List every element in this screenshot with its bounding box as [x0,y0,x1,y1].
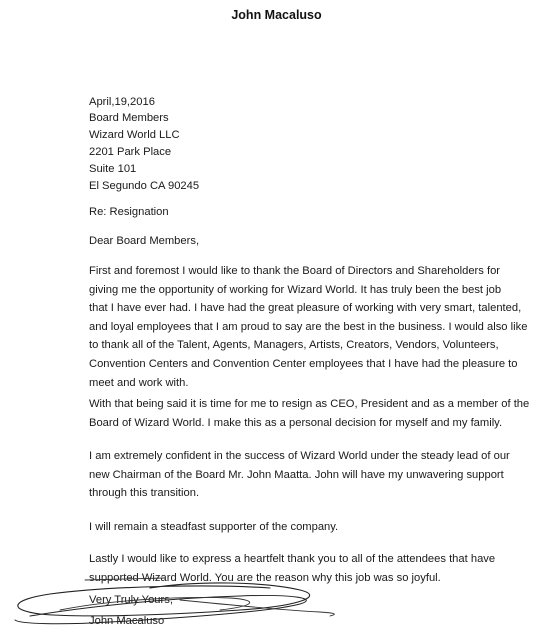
paragraph-line: With that being said it is time for me to resign as CEO, President and as a member of the [89,398,530,410]
paragraph-line: Board of Wizard World. I make this as a personal decision for myself and my family. [89,416,503,429]
paragraph-line: that I have ever had. I have had the great pleasure of working with very smart, talented, [89,302,522,315]
paragraph-line: First and foremost I would like to thank the Board of Directors and Shareholders for [89,265,501,277]
paragraph-line: meet and work with. [89,376,189,389]
recipient-address [89,110,199,195]
subject-text: Re: Resignation [89,206,169,218]
letterhead-name: John Macaluso [231,8,322,22]
address-line: El Segundo CA 90245 [89,180,200,192]
paragraph-line: supported Wizard World. You are the reason why this job was so joyful. [89,571,441,584]
body-paragraph-2 [89,395,549,432]
salutation-text: Dear Board Members, [89,235,200,247]
subject-line [89,204,169,221]
body-paragraph-1 [89,262,549,392]
signature-name [89,613,164,630]
paragraph-line: and loyal employees that I am proud to say are the best in the business. I would also like [89,320,528,333]
paragraph-line: I am extremely confident in the success of Wizard World under the steady lead of our [89,450,510,462]
address-line: 2201 Park Place [89,146,172,158]
address-line: Wizard World LLC [89,129,180,141]
paragraph-line: new Chairman of the Board Mr. John Maatta. John will have my unwavering support [89,468,504,481]
salutation [89,233,199,250]
closing-text: Very Truly Yours, [89,594,173,606]
address-line: Board Members [89,112,169,124]
paragraph-line: through this transition. [89,487,200,500]
paragraph-line: I will remain a steadfast supporter of the company. [89,521,339,533]
address-line: Suite 101 [89,163,137,175]
letter-date [89,94,155,111]
paragraph-line: Lastly I would like to express a heartfelt thank you to all of the attendees that have [89,553,496,565]
date-text: April,19,2016 [89,96,155,108]
paragraph-line: Convention Centers and Convention Center employees that I have had the pleasure to [89,357,518,370]
paragraph-line: to thank all of the Talent, Agents, Managers, Artists, Creators, Vendors, Volunteers, [89,339,499,352]
handwritten-signature [0,570,340,628]
signature-name-text: John Macaluso [89,615,165,627]
body-paragraph-3 [89,447,549,503]
paragraph-line: giving me the opportunity of working for Wizard World. It has truly been the best job [89,283,502,296]
body-paragraph-4 [89,518,549,537]
